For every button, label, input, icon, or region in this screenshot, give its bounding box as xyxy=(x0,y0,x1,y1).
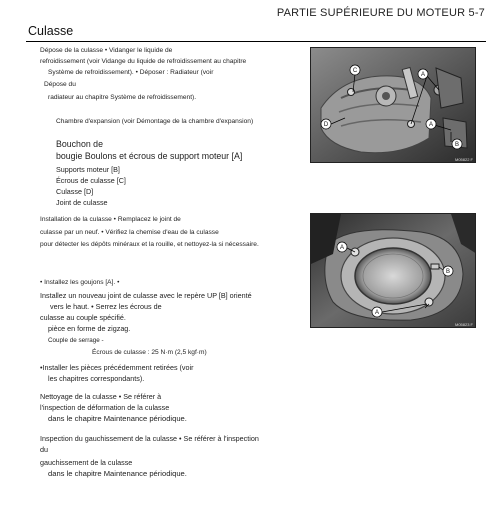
text-line: dans le chapitre Maintenance périodique. xyxy=(48,414,187,423)
text-line: Écrous de culasse : 25 N·m (2,5 kgf·m) xyxy=(92,349,207,356)
text-line: Installez un nouveau joint de culasse avec le repère UP [B] orienté xyxy=(40,291,252,300)
callout-b xyxy=(452,139,462,149)
text-line: Système de refroidissement). • Déposer : Radiateur (voir xyxy=(48,69,214,76)
text-line: pour détecter les dépôts minéraux et la rouille, et nettoyez-la si nécessaire. xyxy=(40,241,259,248)
text-line: Chambre d'expansion (voir Démontage de la chambre d'expansion) xyxy=(56,118,254,125)
text-line: culasse par un neuf. • Vérifiez la chemise d'eau de la culasse xyxy=(40,229,219,236)
text-line: dans le chapitre Maintenance périodique. xyxy=(48,469,187,478)
text-line: l'inspection de déformation de la culasse xyxy=(40,403,170,412)
svg-text:D: D xyxy=(323,122,329,129)
text-line: bougie Boulons et écrous de support moteur [A] xyxy=(56,151,243,161)
text-line: refroidissement (voir Vidange du liquide de refroidissement au chapitre xyxy=(40,58,247,65)
callout-a-dowel-2 xyxy=(372,307,382,317)
text-line: les chapitres correspondants). xyxy=(48,374,145,383)
text-line: radiateur au chapitre Système de refroidissement). xyxy=(48,94,197,101)
svg-text:C: C xyxy=(352,68,358,75)
svg-text:A: A xyxy=(420,72,426,79)
text-line: Culasse [D] xyxy=(56,187,94,196)
engine-photo-head-gasket xyxy=(310,213,476,328)
text-line: Joint de culasse xyxy=(56,198,108,207)
callout-d xyxy=(321,119,331,129)
svg-text:A: A xyxy=(374,310,380,317)
text-line: Bouchon de xyxy=(56,139,103,149)
engine-photo-cylinder-head xyxy=(310,47,476,163)
callout-a-1 xyxy=(418,69,428,79)
callout-a-2 xyxy=(426,119,436,129)
text-line: Nettoyage de la culasse • Se référer à xyxy=(40,392,162,401)
svg-text:B: B xyxy=(454,142,460,149)
text-line: Dépose du xyxy=(44,81,76,88)
text-line: Inspection du gauchissement de la culasse • Se référer à l'inspection xyxy=(40,434,259,443)
text-line: Dépose de la culasse • Vidanger le liquide de xyxy=(40,47,173,54)
text-line: pièce en forme de zigzag. xyxy=(48,324,131,333)
text-line: •Installer les pièces précédemment retirées (voir xyxy=(40,363,194,372)
text-line: du xyxy=(40,445,48,454)
svg-text:B: B xyxy=(445,269,451,276)
svg-text:A: A xyxy=(428,122,434,129)
text-line: Installation de la culasse • Remplacez le joint de xyxy=(40,216,181,223)
text-line: vers le haut. • Serrez les écrous de xyxy=(50,302,162,311)
text-line: Supports moteur [B] xyxy=(56,165,120,174)
page-header: PARTIE SUPÉRIEURE DU MOTEUR 5-7 xyxy=(276,7,485,19)
text-line: gauchissement de la culasse xyxy=(40,458,133,467)
figure-code: M05822 F xyxy=(454,157,473,162)
figure-code: M05823 F xyxy=(454,322,473,327)
text-line: • Installez les goujons [A]. • xyxy=(40,279,120,286)
callout-c xyxy=(350,65,360,75)
title-divider xyxy=(26,41,486,42)
svg-text:A: A xyxy=(339,245,345,252)
callout-b-up-mark xyxy=(443,266,453,276)
text-line: Écrous de culasse [C] xyxy=(56,176,126,185)
callout-a-dowel-1 xyxy=(337,242,347,252)
text-line: Couple de serrage - xyxy=(48,337,104,344)
section-title: Culasse xyxy=(28,24,74,38)
text-line: culasse au couple spécifié. xyxy=(40,313,126,322)
